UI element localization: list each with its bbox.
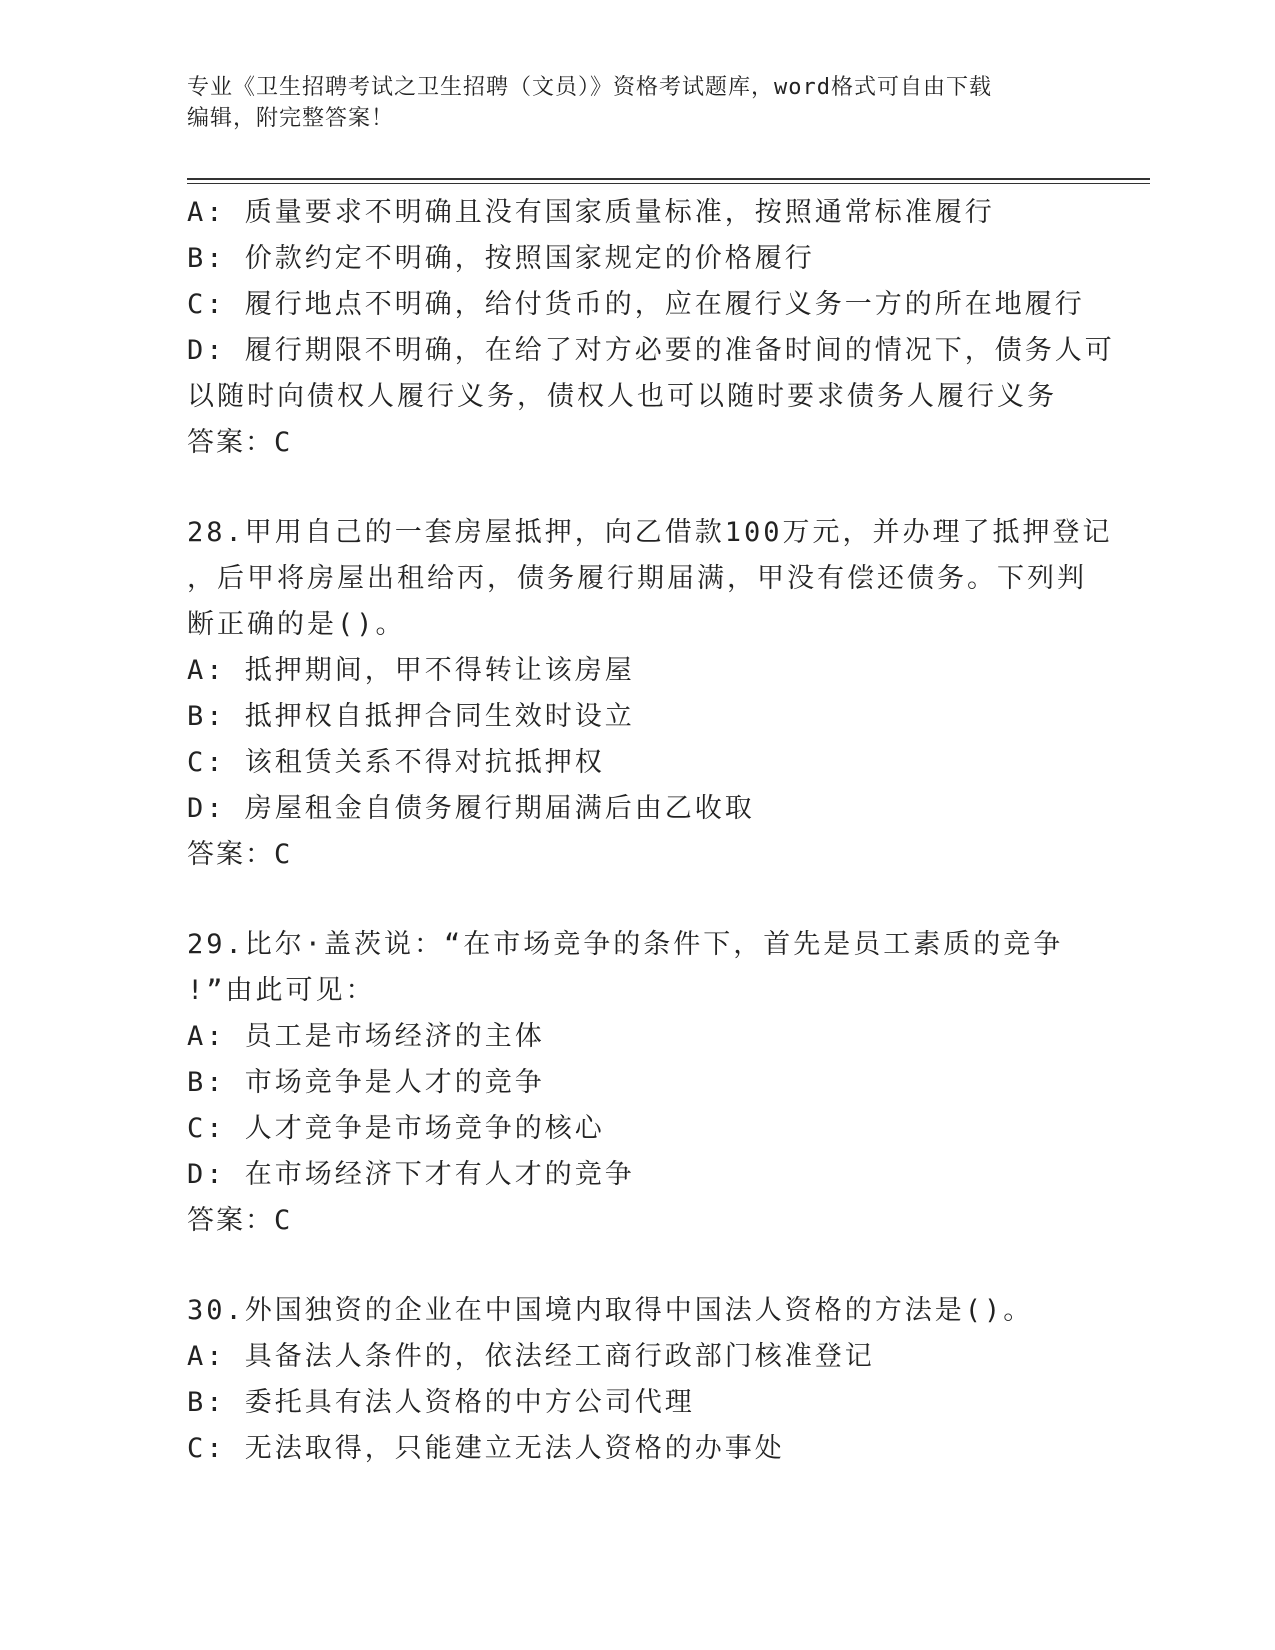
option-b: B: 价款约定不明确，按照国家规定的价格履行 [187,243,815,274]
header-divider-thick [187,178,1150,180]
option-a: A: 具备法人条件的，依法经工商行政部门核准登记 [187,1341,875,1372]
question-stem: 断正确的是()。 [187,609,406,640]
question-stem: 29.比尔·盖茨说：“在市场竞争的条件下，首先是员工素质的竞争 [187,929,1064,960]
answer-line: 答案：C [187,1205,293,1236]
option-a: A: 员工是市场经济的主体 [187,1021,545,1052]
option-c: C: 履行地点不明确，给付货币的，应在履行义务一方的所在地履行 [187,289,1085,320]
question-stem: 28.甲用自己的一套房屋抵押，向乙借款100万元，并办理了抵押登记 [187,517,1113,548]
option-b: B: 抵押权自抵押合同生效时设立 [187,701,635,732]
question-list [187,190,1115,1472]
document-header [187,72,1087,134]
question-stem: ，后甲将房屋出租给丙，债务履行期届满，甲没有偿还债务。下列判 [187,563,1087,594]
option-a: A: 质量要求不明确且没有国家质量标准，按照通常标准履行 [187,197,995,228]
question-block-29 [187,922,1087,1244]
option-b: B: 市场竞争是人才的竞争 [187,1067,545,1098]
option-d: D: 履行期限不明确，在给了对方必要的准备时间的情况下，债务人可 [187,335,1115,366]
header-line-1: 专业《卫生招聘考试之卫生招聘（文员）》资格考试题库，word格式可自由下载 [187,75,992,100]
option-d: D: 房屋租金自债务履行期届满后由乙收取 [187,793,755,824]
option-d-continued: 以随时向债权人履行义务，债权人也可以随时要求债务人履行义务 [187,381,1057,412]
option-d: D: 在市场经济下才有人才的竞争 [187,1159,635,1190]
answer-line: 答案：C [187,427,293,458]
option-c: C: 人才竞争是市场竞争的核心 [187,1113,605,1144]
question-block-previous [187,190,1115,466]
option-b: B: 委托具有法人资格的中方公司代理 [187,1387,695,1418]
question-stem: 30.外国独资的企业在中国境内取得中国法人资格的方法是()。 [187,1295,1034,1326]
question-block-30 [187,1288,1087,1472]
option-c: C: 该租赁关系不得对抗抵押权 [187,747,605,778]
header-line-2: 编辑，附完整答案！ [187,106,395,131]
option-c: C: 无法取得，只能建立无法人资格的办事处 [187,1433,785,1464]
answer-line: 答案：C [187,839,293,870]
question-block-28 [187,510,1113,878]
option-a: A: 抵押期间，甲不得转让该房屋 [187,655,635,686]
question-stem: !”由此可见： [187,975,376,1006]
header-divider-thin [187,183,1150,184]
